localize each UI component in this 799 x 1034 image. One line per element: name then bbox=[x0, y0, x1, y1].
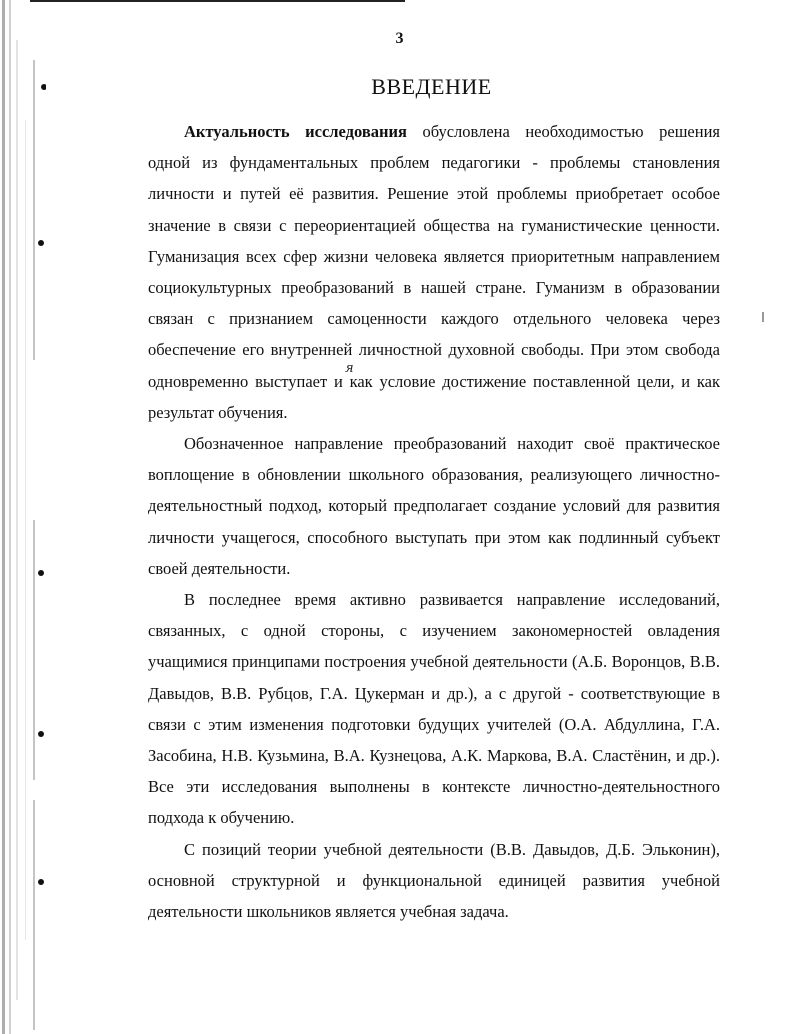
paragraph-research: В последнее время активно развивается направление исследований, связанных, с одной стороны, с изучением закономерностей овладения учащимися принципами построения учебной деятельности (А.Б. Воронцов, В.В. Давыдов, В.В. Рубцов, Г.А. Цукерман и др.), а с другой - соответствующие в связи с этим изменения подготовки будущих учителей (О.А. Абдуллина, Г.А. Засобина, Н.В. Кузьмина, В.А. Кузнецова, А.К. Маркова, В.А. Сластёнин, и др.). Все эти исследования выполнены в контексте личностно-деятельностного подхода к обучению. bbox=[148, 590, 720, 828]
paragraph-relevance bbox=[148, 116, 720, 428]
paragraph-theory: С позиций теории учебной деятельности (В.В. Давыдов, Д.Б. Эльконин), основной структурной и функциональной единицей развития учебной деятельности школьников является учебная задача. bbox=[148, 839, 720, 922]
body-text bbox=[148, 116, 720, 927]
scan-binding-edge bbox=[0, 0, 46, 1034]
top-scan-rule bbox=[30, 0, 405, 2]
handwritten-correction: я bbox=[345, 361, 354, 376]
punch-hole-4 bbox=[38, 731, 44, 737]
punch-hole-5 bbox=[38, 879, 44, 885]
punch-hole-3 bbox=[38, 570, 44, 576]
punch-hole-2 bbox=[38, 240, 44, 246]
page-number: 3 bbox=[395, 30, 404, 47]
relevance-heading: Актуальность исследования bbox=[184, 122, 407, 141]
section-title: ВВЕДЕНИЕ bbox=[371, 74, 492, 99]
scan-speck bbox=[762, 312, 764, 322]
paragraph-direction: Обозначенное направление преобразований находит своё практическое воплощение в обновлении школьного образования, реализующего личностно-деятельностный подход, который предполагает создание условий для развития личности учащегося, способного выступать при этом как подлинный субъект своей деятельности. bbox=[148, 434, 720, 578]
paragraph-text: обусловлена необходимостью решения одной из фундаментальных проблем педагогики - проблемы становления личности и путей её развития. Решение этой проблемы приобретает особое значение в связи с переориентацией общества на гуманистические ценности. Гуманизация всех сфер жизни человека является приоритетным направлением социокультурных преобразований в нашей стране. Гуманизм в образовании связан с признанием самоценности каждого отдельного человека через обеспечение его внутренней личностной духовной свободы. При этом свобода одновременно выступает и как условие достижение поставленной цели, и как результат обучения. bbox=[148, 122, 720, 422]
